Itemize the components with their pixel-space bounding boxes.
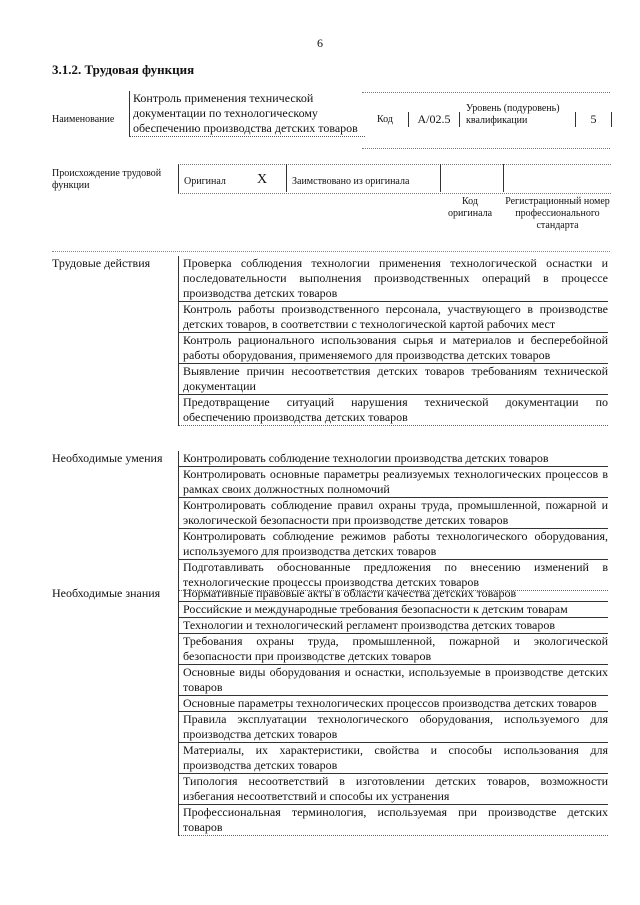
divider [286, 164, 287, 192]
list-item: Выявление причин несоответствия детских товаров требованиям технической документации [179, 364, 608, 395]
registration-number-label: Регистрационный номер профессионального стандарта [505, 196, 610, 231]
list-item: Контролировать основные параметры реализуемых технологических процессов в рамках своих должностных полномочий [179, 467, 608, 498]
skills-list [178, 451, 608, 591]
function-name: Контроль применения технической документации по технологическому обеспечению производства детских товаров [129, 91, 365, 137]
list-item: Основные параметры технологических процессов производства детских товаров [179, 696, 608, 712]
level-label: Уровень (подуровень) квалификации [466, 103, 560, 126]
code-label: Код [377, 114, 393, 125]
list-item: Типология несоответствий в изготовлении детских товаров, возможности избегания несоответствий и способы их устранения [179, 774, 608, 805]
separator [52, 251, 610, 252]
labor-actions-list [178, 256, 608, 426]
knowledge-title: Необходимые знания [52, 586, 161, 600]
list-item: Основные виды оборудования и оснастки, используемые в производстве детских товаров [179, 665, 608, 696]
list-item: Контролировать соблюдение правил охраны труда, промышленной, пожарной и экологической безопасности при производстве детских товаров [179, 498, 608, 529]
list-item: Правила эксплуатации технологического оборудования, используемого для производства детских товаров [179, 712, 608, 743]
level-value: 5 [575, 112, 612, 127]
list-item: Подготавливать обоснованные предложения по внесению изменений в технологические процессы производства детских товаров [179, 560, 608, 591]
list-item: Контролировать соблюдение режимов работы технологического оборудования, используемого для производства детских товаров [179, 529, 608, 560]
list-item: Профессиональная терминология, используемая при производстве детских товаров [179, 805, 608, 836]
original-label: Оригинал [184, 176, 226, 187]
list-item: Проверка соблюдения технологии применения технологической оснастки и последовательности выполнения производственных операций в процессе производства детских товаров [179, 256, 608, 302]
section-heading: 3.1.2. Трудовая функция [52, 62, 195, 77]
list-item: Контроль работы производственного персонала, участвующего в производстве детских товаров, в соответствии с технологической картой рабочих мест [179, 302, 608, 333]
list-item: Технологии и технологический регламент производства детских товаров [179, 618, 608, 634]
list-item: Материалы, их характеристики, свойства и способы использования для производства детских товаров [179, 743, 608, 774]
divider [440, 164, 441, 192]
list-item: Требования охраны труда, промышленной, пожарной и экологической безопасности при производстве детских товаров [179, 634, 608, 665]
original-code-label: Код оригинала [447, 196, 493, 219]
list-item: Предотвращение ситуаций нарушения технической документации по обеспечению производства детских товаров [179, 395, 608, 426]
labor-actions-title: Трудовые действия [52, 256, 151, 270]
divider [503, 164, 504, 192]
page-number: 6 [317, 36, 323, 50]
list-item: Российские и международные требования безопасности к детским товарам [179, 602, 608, 618]
list-item: Контролировать соблюдение технологии производства детских товаров [179, 451, 608, 467]
origin-label: Происхождение трудовой функции [52, 168, 162, 191]
knowledge-list [178, 586, 608, 836]
name-label: Наименование [52, 114, 115, 125]
list-item: Нормативные правовые акты в области качества детских товаров [179, 586, 608, 602]
code-value: A/02.5 [408, 112, 460, 127]
original-mark: X [257, 172, 268, 187]
borrowed-label: Заимствовано из оригинала [292, 176, 410, 187]
list-item: Контроль рационального использования сырья и материалов и бесперебойной работы оборудования, применяемого для производства детских товаров [179, 333, 608, 364]
skills-title: Необходимые умения [52, 451, 163, 465]
